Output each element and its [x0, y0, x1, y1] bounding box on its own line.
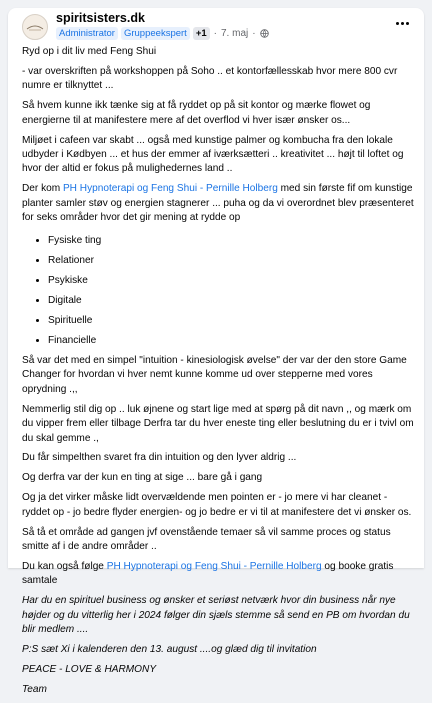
post-text: [22, 560, 418, 589]
admin-badge[interactable]: Administrator: [56, 27, 118, 40]
post-text: Og derfra var der kun en ting at sige ... bare gå i gang: [22, 472, 263, 484]
more-badges[interactable]: +1: [193, 27, 210, 40]
post-meta: [56, 27, 269, 40]
list-item: • Financielle: [48, 331, 418, 351]
page-mention-link[interactable]: PH Hypnoterapi og Feng Shui - Pernille Holberg: [62, 183, 278, 195]
globe-icon: [260, 29, 269, 38]
post-text: Og ja det virker måske lidt overvældende men pointen er - jo mere vi har cleanet - ryddet op - jo bedre flyder energien- og jo bedre er vi til at manifestere det vi ønsker os.: [22, 492, 412, 518]
list-item: • Psykiske: [48, 271, 418, 291]
more-options-icon[interactable]: [392, 16, 412, 30]
page-mention-link[interactable]: PH Hypnoterapi og Feng Shui - Pernille Holberg: [106, 560, 322, 572]
post-text: [22, 182, 418, 225]
areas-list: [22, 231, 418, 351]
post-text: P:S sæt Xi i kalenderen den 13. august ....og glæd dig til invitation: [22, 643, 317, 655]
post-text: Så var det med en simpel "intuition - kinesiologisk øvelse" der var der den store Game Changer for hvordan vi hver nemt kunne komme ud over stepperne med vores oprydning .,,: [22, 354, 407, 395]
post-text-part: Du kan også følge: [22, 560, 107, 572]
post-text: Har du en spirituel business og ønsker et seriøst netværk hvor din business når nye højder og du vitterlig her i 2024 følger din sjæls stemme så send en PB om hvordan du blir medlem ....: [22, 595, 410, 635]
separator: ·: [213, 28, 217, 39]
list-item: • Relationer: [48, 251, 418, 271]
post-text-part: Der kom: [22, 183, 63, 195]
post-text: - var overskriften på workshoppen på Soho .. et kontorfællesskab hvor mere 800 cvr numre er tilknyttet ...: [22, 65, 398, 92]
list-item: • Fysiske ting: [48, 231, 418, 251]
post-text: Så tå et område ad gangen jvf ovenstående temaer så vil samme proces og status smitte af i de andre områder ..: [22, 526, 391, 552]
expert-badge[interactable]: Gruppeekspert: [121, 27, 190, 40]
post-text: Nemmerlig stil dig op .. luk øjnene og start lige med at spørg på dit navn ,, og mærk om du vipper frem eller tilbage Derfra tar du hver eneste ting eller beslutning du er i tvivl om du skal gemme .,: [22, 403, 414, 444]
post-body: [22, 45, 418, 703]
post-card: [8, 8, 424, 695]
post-text: Miljøet i cafeen var skabt ... også med kunstige palmer og kombucha fra den lokale udbyder i Kødbyen ... et hus der emmer af iværksætteri .. kreativitet ... højt til loftet og hvor der altid er fokus på mulighedernes land ..: [22, 134, 404, 175]
post-text: Så hvem kunne ikk tænke sig at få ryddet op på sit kontor og mærke flowet og energierne til at manifestere mere af det overflod vi hver især ønsker os...: [22, 100, 371, 126]
post-text: Team: [22, 683, 47, 695]
page-avatar[interactable]: [22, 14, 48, 40]
post-header: [8, 8, 424, 42]
logo-icon: [26, 22, 44, 32]
list-item: • Digitale: [48, 291, 418, 311]
list-item: • Spirituelle: [48, 311, 418, 331]
post-date[interactable]: 7. maj: [221, 28, 249, 39]
post-text-part: med sin første fif om kunstige planter samler støv og energien stagnerer ... puha og da vi overordnet blev præsenteret for seks områder hvor det gir mening at rydde op: [22, 183, 414, 224]
post-text: Ryd op i dit liv med Feng Shui: [22, 46, 157, 57]
post-text-part: og booke gratis samtale: [22, 560, 394, 587]
page-name-link[interactable]: spiritsisters.dk: [56, 11, 145, 25]
post-text: PEACE - LOVE & HARMONY: [22, 663, 157, 675]
separator: ·: [252, 28, 256, 39]
post-text: Du får simpelthen svaret fra din intuition og den lyver aldrig ...: [22, 452, 297, 464]
